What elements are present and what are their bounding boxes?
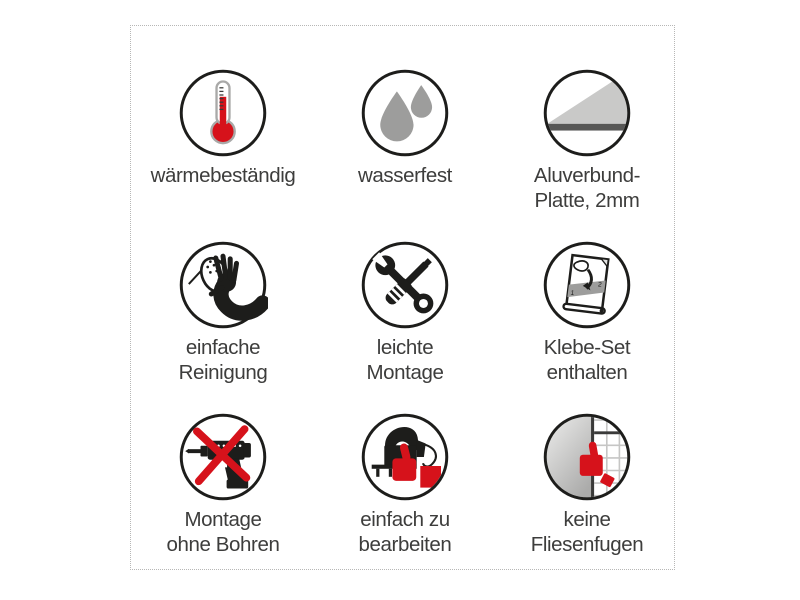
feature-label-line: Klebe-Set bbox=[543, 336, 631, 359]
feature-label-line: Montage bbox=[366, 361, 444, 384]
feature-easy-machining bbox=[314, 404, 496, 576]
feature-label-line: Reinigung bbox=[178, 361, 268, 384]
alu-panel-icon bbox=[542, 68, 632, 158]
feature-label-line: einfach zu bbox=[360, 508, 450, 531]
feature-label-line: wärmebeständig bbox=[150, 164, 296, 187]
tiles-thumbs-up-icon bbox=[542, 412, 632, 502]
feature-label-line: einfache bbox=[185, 336, 261, 359]
feature-label-line: Platte, 2mm bbox=[534, 189, 640, 212]
feature-grid bbox=[132, 60, 678, 576]
feature-easy-mounting bbox=[314, 232, 496, 404]
thermometer-icon bbox=[178, 68, 268, 158]
feature-label-line: Aluverbund- bbox=[533, 164, 641, 187]
feature-easy-cleaning bbox=[132, 232, 314, 404]
water-drops-icon bbox=[360, 68, 450, 158]
feature-label bbox=[534, 163, 640, 213]
cleaning-hand-icon bbox=[178, 240, 268, 330]
jigsaw-thumbs-up-icon bbox=[360, 412, 450, 502]
feature-label-line: enthalten bbox=[546, 361, 628, 384]
wrench-screwdriver-icon bbox=[360, 240, 450, 330]
feature-label-line: Montage bbox=[184, 508, 262, 531]
feature-label bbox=[367, 335, 444, 385]
feature-no-drilling bbox=[132, 404, 314, 576]
instruction-step-1: 1 bbox=[570, 289, 575, 298]
adhesive-set-icon bbox=[542, 240, 632, 330]
feature-label-line: ohne Bohren bbox=[166, 533, 280, 556]
feature-waterproof bbox=[314, 60, 496, 232]
feature-label bbox=[179, 335, 268, 385]
feature-adhesive-set bbox=[496, 232, 678, 404]
feature-label bbox=[544, 335, 630, 385]
feature-heat-resistant bbox=[132, 60, 314, 232]
feature-alu-panel bbox=[496, 60, 678, 232]
no-drill-icon bbox=[178, 412, 268, 502]
feature-label bbox=[531, 507, 644, 557]
instruction-step-2: 2 bbox=[597, 281, 603, 289]
feature-label-line: bearbeiten bbox=[358, 533, 452, 556]
feature-label bbox=[358, 163, 452, 188]
feature-label-line: Fliesenfugen bbox=[530, 533, 644, 556]
feature-label bbox=[151, 163, 296, 188]
feature-label-line: keine bbox=[563, 508, 611, 531]
feature-label bbox=[359, 507, 452, 557]
feature-no-tile-joints bbox=[496, 404, 678, 576]
feature-label-line: wasserfest bbox=[358, 164, 452, 187]
feature-label-line: leichte bbox=[376, 336, 434, 359]
feature-label bbox=[166, 507, 279, 557]
